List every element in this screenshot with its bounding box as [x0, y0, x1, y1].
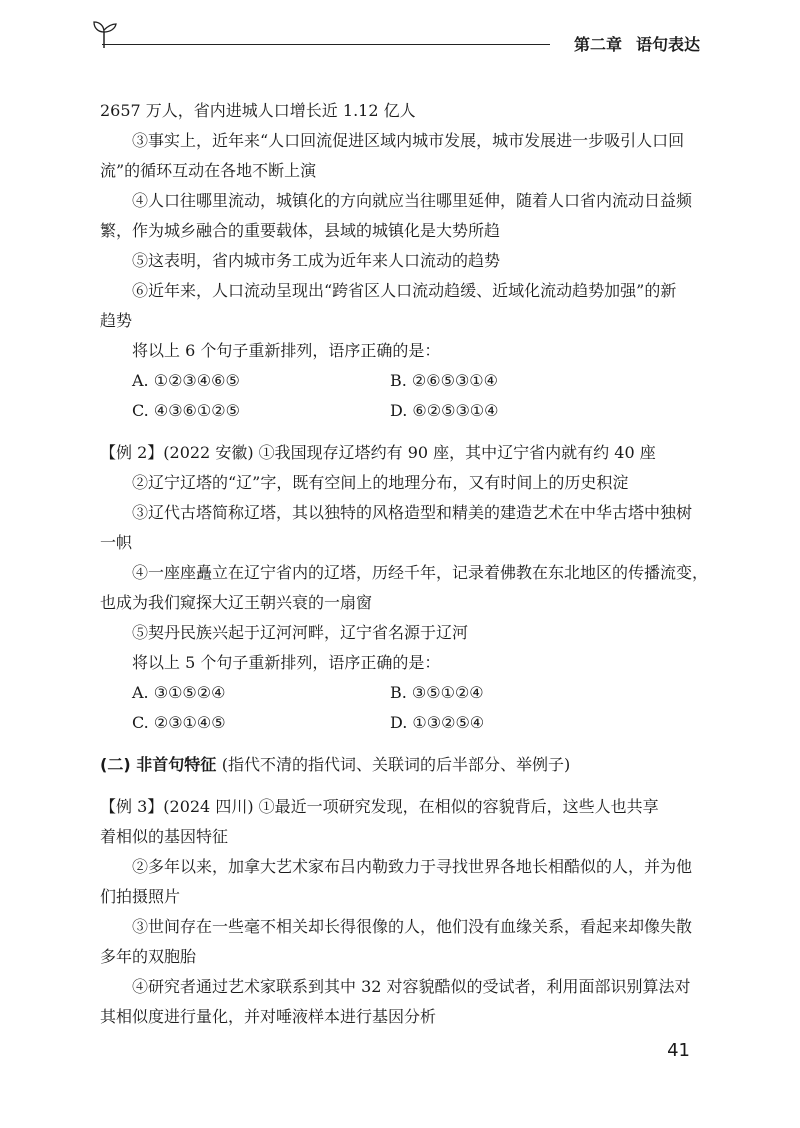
q1-option-b: B. ②⑥⑤③①④ — [390, 371, 498, 390]
ex2-options-row-2 — [100, 708, 700, 738]
page-body — [100, 96, 709, 1032]
chapter-title: 语句表达 — [635, 35, 700, 54]
q1-sentence-6b: 趋势 — [100, 311, 133, 330]
ex2-options-row-1 — [100, 678, 700, 708]
ex2-sentence-2: ②辽宁辽塔的“辽”字，既有空间上的地理分布，又有时间上的历史积淀 — [132, 473, 629, 492]
ex2-sentence-1: 【例 2】(2022 安徽) ①我国现存辽塔约有 90 座，其中辽宁省内就有约 40 座 — [100, 443, 656, 462]
ex3-sentence-2b: 们拍摄照片 — [100, 887, 181, 906]
ex2-option-c: C. ②③①④⑤ — [132, 713, 226, 732]
q1-option-d: D. ⑥②⑤③①④ — [390, 401, 499, 420]
q1-sentence-4a: ④人口往哪里流动，城镇化的方向就应当往哪里延伸，随着人口省内流动日益频 — [132, 191, 693, 210]
q1-options-row-2 — [100, 396, 700, 426]
header-rule — [102, 44, 550, 45]
q1-sentence-6a: ⑥近年来，人口流动呈现出“跨省区人口流动趋缓、近域化流动趋势加强”的新 — [132, 281, 677, 300]
ex3-sentence-3b: 多年的双胞胎 — [100, 947, 197, 966]
q1-options-row-1 — [100, 366, 700, 396]
section-note: (指代不清的指代词、关联词的后半部分、举例子) — [221, 755, 571, 774]
ex2-sentence-3a: ③辽代古塔简称辽塔，其以独特的风格造型和精美的建造艺术在中华古塔中独树 — [132, 503, 693, 522]
chapter-heading — [560, 32, 700, 55]
ex3-sentence-1b: 着相似的基因特征 — [100, 827, 229, 846]
ex2-sentence-4b: 也成为我们窥探大辽王朝兴衰的一扇窗 — [100, 593, 373, 612]
ex3-sentence-4b: 其相似度进行量化，并对唾液样本进行基因分析 — [100, 1007, 437, 1026]
ex2-sentence-3b: 一帜 — [100, 533, 133, 552]
q1-prompt: 将以上 6 个句子重新排列，语序正确的是： — [132, 341, 441, 360]
ex2-prompt: 将以上 5 个句子重新排列，语序正确的是： — [132, 653, 441, 672]
ex3-sentence-1a: 【例 3】(2024 四川) ①最近一项研究发现，在相似的容貌背后，这些人也共享 — [100, 797, 659, 816]
q1-sentence-4b: 繁，作为城乡融合的重要载体，县域的城镇化是大势所趋 — [100, 221, 501, 240]
ex3-sentence-4a: ④研究者通过艺术家联系到其中 32 对容貌酷似的受试者，利用面部识别算法对 — [132, 977, 691, 996]
ex3-sentence-3a: ③世间存在一些毫不相关却长得很像的人，他们没有血缘关系，看起来却像失散 — [132, 917, 693, 936]
page-number: 41 — [667, 1040, 690, 1061]
q1-sentence-3b: 流”的循环互动在各地不断上演 — [100, 161, 317, 180]
ex2-sentence-5: ⑤契丹民族兴起于辽河河畔，辽宁省名源于辽河 — [132, 623, 469, 642]
ex2-option-d: D. ①③②⑤④ — [390, 713, 485, 732]
page-header — [90, 14, 700, 54]
q1-sentence-3a: ③事实上，近年来“人口回流促进区域内城市发展，城市发展进一步吸引人口回 — [132, 131, 685, 150]
ex2-sentence-4a: ④一座座矗立在辽宁省内的辽塔，历经千年，记录着佛教在东北地区的传播流变， — [132, 563, 709, 582]
section-heading — [100, 750, 700, 780]
q1-option-c: C. ④③⑥①②⑤ — [132, 401, 240, 420]
q1-option-a: A. ①②③④⑥⑤ — [132, 371, 240, 390]
chapter-number: 第二章 — [573, 35, 622, 54]
ex2-option-b: B. ③⑤①②④ — [390, 683, 484, 702]
q1-continuation: 2657 万人，省内进城人口增长近 1.12 亿人 — [100, 101, 416, 120]
ex2-option-a: A. ③①⑤②④ — [132, 683, 226, 702]
q1-sentence-5: ⑤这表明，省内城市务工成为近年来人口流动的趋势 — [132, 251, 501, 270]
ex3-sentence-2a: ②多年以来，加拿大艺术家布吕内勒致力于寻找世界各地长相酷似的人，并为他 — [132, 857, 693, 876]
section-title: (二) 非首句特征 — [100, 755, 217, 774]
